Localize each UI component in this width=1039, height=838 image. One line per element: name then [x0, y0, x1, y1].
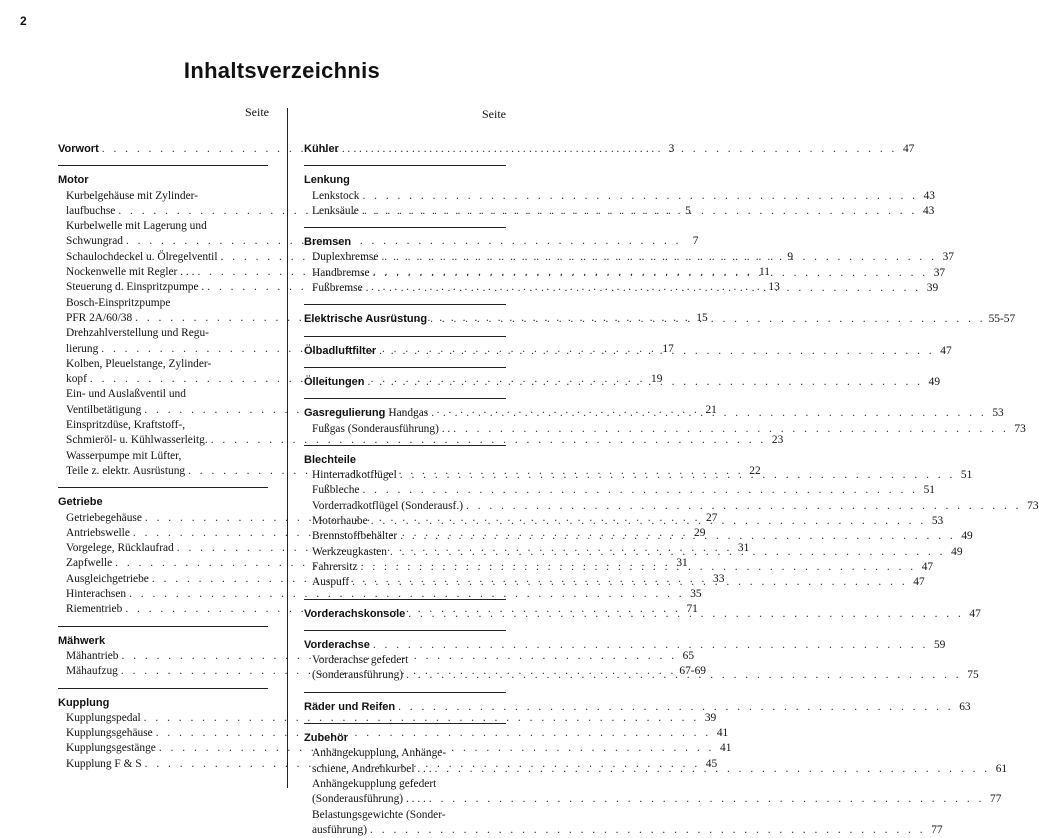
page-ref: 77 [931, 823, 943, 836]
leader-dots [362, 483, 918, 498]
toc-entry [66, 219, 268, 234]
page-ref: 73 [1014, 422, 1026, 435]
toc-section [304, 700, 971, 715]
leader-dots [398, 700, 954, 715]
section-title-text: Lenkung [304, 174, 350, 187]
entry-text: Mähaufzug [66, 665, 118, 678]
toc-entry [312, 422, 1026, 437]
section-title [58, 173, 89, 188]
entry-text: (Sonderausführung) . . . . [312, 793, 426, 806]
entry-text: ausführung) [312, 823, 368, 836]
page-ref: 37 [942, 251, 954, 264]
toc-section [304, 142, 915, 157]
page-ref: 49 [961, 530, 973, 543]
page-ref: 47 [940, 344, 952, 357]
section-title [304, 235, 351, 250]
entry-text: Bosch-Einspritzpumpe [66, 296, 171, 309]
page-ref: 11 [759, 266, 770, 279]
page-ref: 39 [926, 282, 939, 295]
page-ref: 73 [1027, 499, 1039, 512]
entry-text: Werkzeugkasten [312, 545, 387, 558]
section-title [304, 700, 395, 715]
section-rule [304, 398, 506, 399]
section-title [304, 731, 348, 746]
page-ref: 71 [686, 603, 698, 616]
leader-dots [371, 514, 927, 529]
leader-dots [390, 545, 946, 560]
section-header [58, 696, 268, 711]
leader-dots [431, 406, 987, 421]
section-title-suffix: Handgas [388, 407, 429, 420]
entry-text: Steuerung d. Einspritzpumpe . [66, 281, 205, 294]
page-ref: 35 [690, 588, 702, 601]
page-ref: 47 [902, 143, 915, 155]
section-title-text: Mähwerk [58, 634, 106, 647]
section-title-text: Kühler [304, 143, 339, 155]
leader-dots [453, 422, 1009, 437]
page-ref: 33 [713, 572, 725, 585]
page-ref: 63 [959, 700, 971, 713]
page-ref: 27 [706, 511, 718, 524]
page-ref: 47 [913, 576, 925, 589]
section-title [304, 607, 405, 622]
entry-text: Fahrersitz [312, 560, 358, 573]
section-title [304, 344, 376, 359]
leader-dots [362, 204, 918, 219]
leader-dots [400, 529, 956, 544]
entry-text: Kupplung F & S [66, 757, 142, 770]
page-ref: 41 [720, 742, 732, 755]
entry-text: Schwungrad [66, 235, 123, 248]
section-rule [304, 599, 506, 600]
section-title-text: Motor [58, 174, 89, 187]
toc-entry [66, 387, 268, 402]
entry-text: Vorderachse gefedert [312, 654, 409, 667]
section-header [304, 173, 506, 188]
section-header [304, 453, 506, 468]
entry-text: Motorhaube [312, 515, 368, 528]
page-ref: 75 [967, 669, 979, 682]
leader-dots [373, 638, 929, 653]
section-title-text: Vorderachskonsole [304, 607, 406, 620]
entry-text: Duplexbremse [312, 251, 379, 264]
entry-text: (Sonderausführung) [312, 669, 404, 682]
entry-text: lierung [66, 342, 99, 355]
toc-entry [312, 189, 935, 204]
page-ref: 13 [768, 281, 780, 294]
toc-entry [66, 357, 268, 372]
toc-section [304, 173, 935, 219]
toc-entry [66, 433, 784, 448]
page-ref: 3 [668, 143, 675, 155]
page-ref: 41 [716, 727, 729, 740]
page-number: 2 [20, 14, 27, 28]
section-header [304, 142, 915, 157]
section-title [58, 634, 105, 649]
page-ref: 45 [705, 757, 718, 770]
page-ref: 29 [694, 526, 706, 539]
page-ref: 39 [704, 711, 717, 724]
page-ref: 31 [676, 557, 688, 570]
page-ref: 47 [969, 607, 981, 620]
page-ref: 53 [992, 407, 1004, 420]
section-title-text: Kupplung [58, 696, 110, 709]
toc-entry [312, 499, 1039, 514]
section-header [304, 700, 971, 715]
toc-entry [312, 792, 1002, 807]
section-title-text: Ölbadluftfilter [304, 344, 377, 357]
section-title [304, 312, 427, 327]
section-header [58, 495, 268, 510]
leader-dots [408, 607, 964, 622]
entry-text: Teile z. elektr. Ausrüstung [66, 464, 186, 477]
page-ref: 23 [771, 434, 784, 447]
page-ref: 49 [928, 375, 941, 388]
toc-entry [66, 326, 268, 341]
section-title-text: Elektrische Ausrüstung [304, 313, 428, 326]
page-ref: 37 [933, 266, 946, 279]
section-title-text: Blechteile [304, 453, 356, 466]
entry-text: Ventilbetätigung [66, 403, 142, 416]
entry-text: Fußgas (Sonderausführung) . . [312, 422, 451, 435]
page-ref: 31 [737, 542, 750, 555]
entry-text: Anhängekupplung, Anhänge- [312, 747, 447, 760]
entry-text: laufbuchse [66, 204, 116, 217]
section-title [304, 638, 370, 653]
leader-dots [368, 375, 924, 390]
section-header [58, 634, 268, 649]
page-ref: 61 [995, 762, 1008, 775]
toc-entry [312, 823, 943, 838]
entry-text: Vorgelege, Rücklaufrad [66, 542, 174, 555]
leader-dots [400, 468, 956, 483]
entry-text: Kurbelgehäuse mit Zylinder- [66, 189, 198, 202]
leader-dots [366, 281, 922, 296]
entry-text: Kurbelwelle mit Lagerung und [66, 220, 207, 233]
leader-dots [373, 266, 929, 281]
section-title-text: Räder und Reifen [304, 700, 396, 713]
entry-text: kopf [66, 373, 87, 386]
toc-entry [66, 418, 268, 433]
entry-text: Fußbremse [312, 282, 363, 295]
section-title [304, 142, 339, 157]
entry-text: Antriebswelle [66, 526, 130, 539]
entry-text: Einspritzdüse, Kraftstoff-, [66, 419, 186, 432]
toc-entry [66, 189, 268, 204]
seite-label-left: Seite [245, 105, 269, 119]
section-rule [304, 630, 506, 631]
entry-text: PFR 2A/60/38 [66, 311, 133, 324]
page-ref: 21 [705, 403, 717, 416]
page-ref: 17 [662, 342, 674, 355]
section-rule [304, 723, 506, 724]
entry-text: Kupplungsgestänge [66, 742, 156, 755]
entry-text: Kolben, Pleuelstange, Zylinder- [66, 357, 212, 370]
section-rule [304, 227, 506, 228]
section-items [304, 422, 1026, 437]
toc-entry [66, 449, 268, 464]
section-header [304, 638, 946, 653]
section-rule [58, 626, 268, 627]
section-title [304, 173, 350, 188]
entry-text: Auspuff [312, 576, 350, 589]
section-title [304, 375, 365, 390]
leader-dots [342, 142, 898, 157]
leader-dots [406, 668, 962, 683]
entry-text: Getriebegehäuse [66, 511, 142, 524]
section-title-text: Bremsen [304, 236, 352, 249]
section-header [304, 235, 506, 250]
section-rule [304, 367, 506, 368]
page-ref: 15 [696, 311, 708, 324]
entry-text: Brennstoffbehälter [312, 530, 398, 543]
leader-dots [466, 499, 1022, 514]
entry-text: Hinterachsen [66, 588, 127, 601]
section-rule [304, 445, 506, 446]
page-ref: 77 [990, 793, 1002, 806]
entry-text: Drehzahlverstellung und Regu- [66, 327, 209, 340]
section-rule [304, 692, 506, 693]
section-title [58, 495, 103, 510]
entry-text: Kupplungsgehäuse [66, 727, 153, 740]
page-ref: 5 [685, 204, 691, 217]
section-title [58, 696, 109, 711]
page-title: Inhaltsverzeichnis [183, 58, 381, 83]
entry-text: Anhängekupplung gefedert [312, 777, 437, 790]
entry-text: Nockenwelle mit Regler . . . [66, 266, 195, 279]
section-rule [58, 487, 268, 488]
toc-entry [66, 296, 268, 311]
section-rule [304, 304, 506, 305]
toc-entry [66, 711, 717, 726]
leader-dots [352, 575, 908, 590]
section-title-text: Zubehör [304, 732, 348, 745]
page-ref: 47 [921, 560, 934, 573]
toc-entry [312, 483, 935, 498]
leader-dots [370, 823, 926, 838]
entry-text: Riementrieb [66, 603, 123, 616]
toc-entry [312, 653, 506, 668]
page-ref: 49 [951, 545, 963, 558]
page-ref: 19 [651, 373, 663, 386]
entry-text: Ein- und Auslaßventil und [66, 388, 186, 401]
leader-dots [429, 792, 985, 807]
page-ref: 51 [960, 469, 973, 482]
leader-dots [361, 560, 917, 575]
section-rule [304, 165, 506, 166]
entry-text: Schmieröl- u. Kühlwasserleitg. [66, 434, 208, 447]
page-ref: 9 [787, 250, 794, 263]
section-rule [58, 688, 268, 689]
leader-dots [381, 250, 937, 265]
section-title-text: Vorderachse [304, 638, 370, 651]
entry-text: Schaulochdeckel u. Ölregelventil [66, 250, 218, 263]
page-ref: 22 [749, 464, 761, 477]
section-title-text: Gasregulierung [304, 407, 386, 420]
toc-entry [312, 746, 506, 761]
toc-entry [312, 777, 506, 792]
page-ref: 59 [933, 638, 946, 651]
entry-text: Kupplungspedal [66, 711, 141, 724]
section-rule [58, 165, 268, 166]
entry-text: Fußbleche [312, 484, 360, 497]
page-ref: 43 [922, 204, 935, 217]
section-title [304, 453, 356, 468]
entry-text: Ausgleichgetriebe [66, 572, 149, 585]
leader-dots [430, 312, 986, 327]
section-title [58, 142, 99, 157]
leader-dots [379, 344, 935, 359]
section-items [304, 189, 935, 220]
entry-text: Lenksäule [312, 204, 359, 217]
section-rule [304, 336, 506, 337]
column-divider [287, 108, 288, 788]
entry-text: Zapfwelle [66, 557, 113, 570]
page-ref: 51 [923, 484, 935, 497]
entry-text: Vorderradkotflügel (Sonderausf.) [312, 499, 463, 512]
seite-label-right: Seite [482, 107, 506, 121]
section-title [304, 406, 428, 421]
entry-text: Wasserpumpe mit Lüfter, [66, 449, 182, 462]
section-title-text: Getriebe [58, 496, 103, 509]
section-header [304, 731, 506, 746]
leader-dots [435, 762, 991, 777]
page-ref: 65 [682, 649, 695, 662]
section-header [58, 173, 268, 188]
toc-entry [312, 250, 954, 265]
page-ref: 7 [692, 235, 699, 248]
page-ref: 53 [931, 515, 944, 528]
toc-entry [312, 808, 506, 823]
section-title-text: Vorwort [58, 143, 99, 155]
toc-entry [312, 204, 935, 219]
entry-text: Mähantrieb [66, 649, 119, 662]
toc-entry [66, 587, 702, 602]
entry-text: Lenkstock [312, 189, 360, 202]
section-title-text: Ölleitungen [304, 375, 365, 388]
entry-text: Hinterradkotflügel [312, 469, 397, 482]
entry-text: Belastungsgewichte (Sonder- [312, 808, 446, 821]
page-ref: 43 [923, 189, 935, 202]
entry-text: Handbremse [312, 266, 370, 279]
leader-dots [362, 189, 918, 204]
entry-text: schiene, Andrehkurbel . . . [312, 762, 432, 775]
page-ref: 67-69 [679, 665, 706, 678]
page-ref: 55-57 [988, 313, 1016, 326]
